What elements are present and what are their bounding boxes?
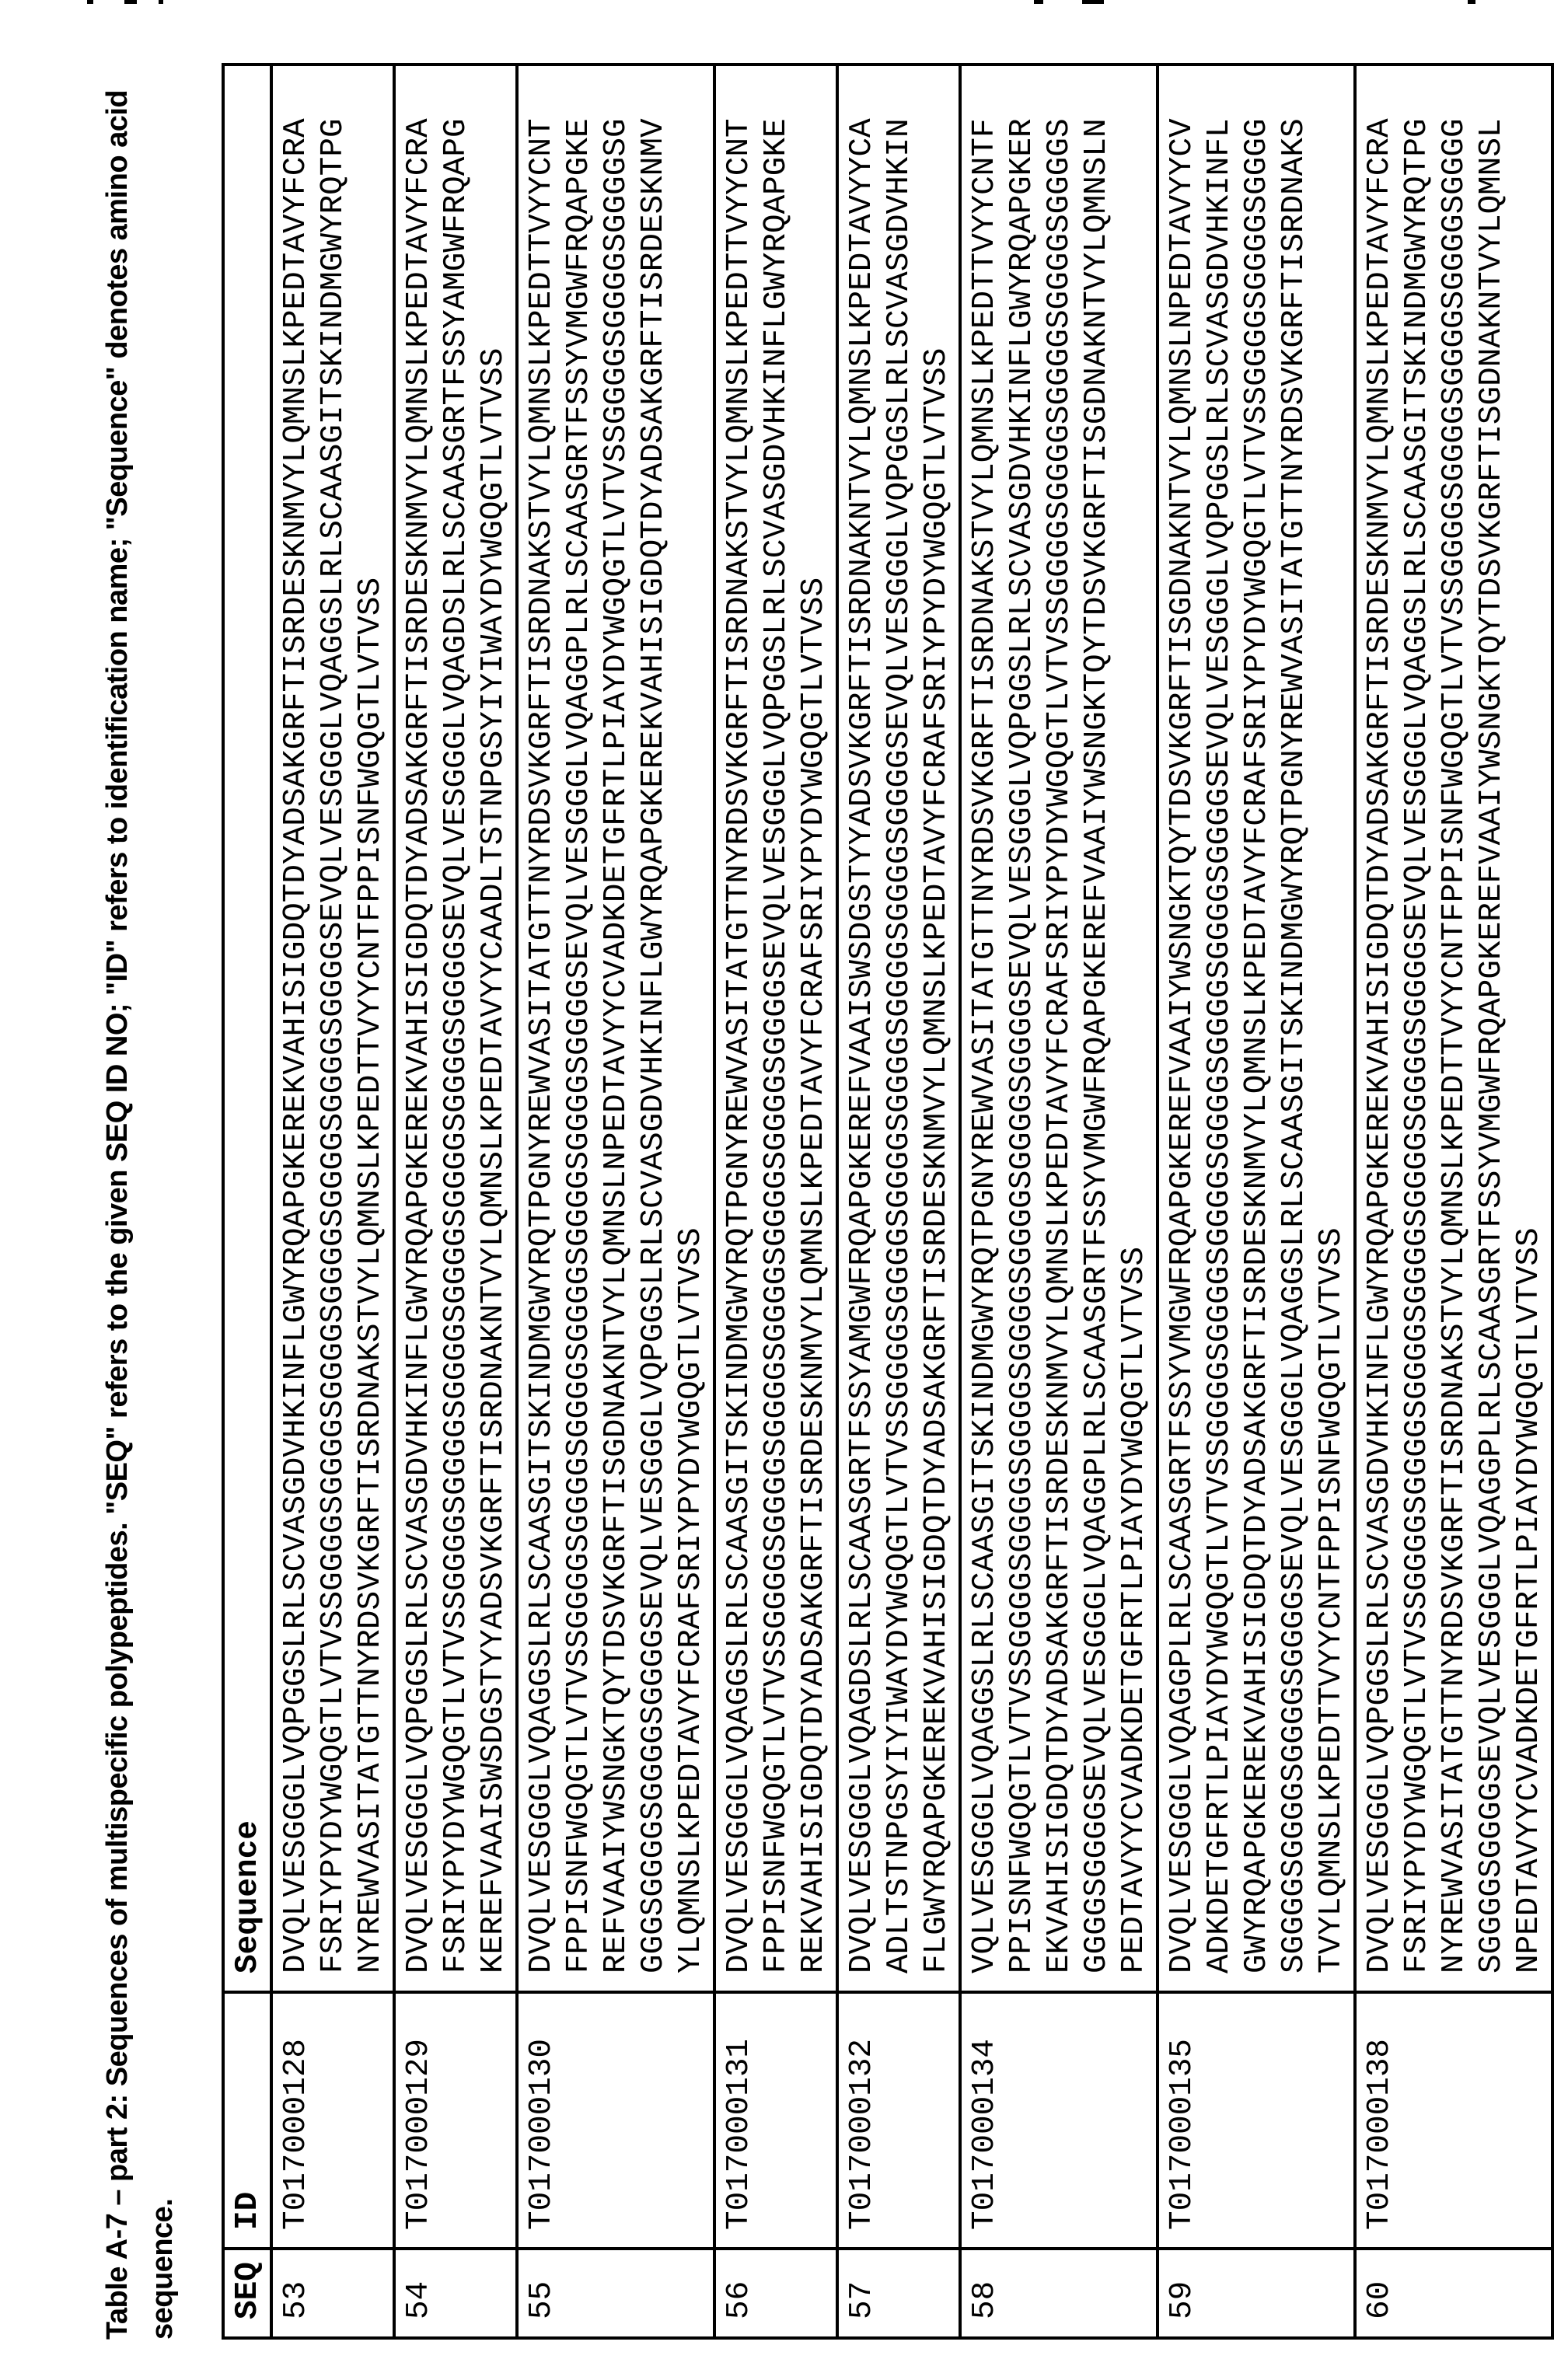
sequence-line: REFVAAIYWSNGKTQYTDSVKGRFTISGDNAKNTVYLQMNSLNPEDTAVYYCVADKDETGFRTLPIAYDYWGQGTLVTVSSGGGGSGGGGSGGGGSG bbox=[599, 118, 634, 1973]
table-caption bbox=[95, 39, 185, 2340]
seq-cell: 53 bbox=[271, 2249, 394, 2338]
scan-artifact bbox=[1082, 0, 1104, 4]
sequence-line: GWYRQAPGKEREKVAHISIGDQTDYADSAKGRFTISRDESKNMVYLQMNSLKPEDTAVYFCRAFSRIYPYDYWGQGTLVTVSSGGGGSGGGGSGGGG bbox=[1239, 118, 1275, 1973]
sequence-cell bbox=[1158, 65, 1355, 1992]
sequence-line: PPISNFWGQGTLVTVSSGGGGSGGGGSGGGGSGGGGSGGGGSGGGGSGGGGSEVQLVESGGGLVQPGGSLRLSCVASGDVHKINFLGWYRQAPGKER bbox=[1004, 118, 1040, 1973]
sequence-line: FLGWYRQAPGKEREKVAHISIGDQTDYADSAKGRFTISRDESKNMVYLQMNSLKPEDTAVYFCRAFSRIYPYDYWGQGTLVTVSS bbox=[919, 347, 955, 1973]
table-row bbox=[837, 65, 960, 2338]
header-id: ID bbox=[223, 1992, 271, 2249]
id-cell: T017000131 bbox=[714, 1992, 837, 2249]
seq-cell: 60 bbox=[1355, 2249, 1552, 2338]
table-row bbox=[394, 65, 517, 2338]
id-cell: T017000138 bbox=[1355, 1992, 1552, 2249]
seq-cell: 54 bbox=[394, 2249, 517, 2338]
id-cell: T017000130 bbox=[517, 1992, 714, 2249]
sequence-line: DVQLVESGGGLVQAGGSLRLSCAASGITSKINDMGWYRQTPGNYREWVASITATGTTNYRDSVKGRFTISRDNAKSTVYLQMNSLKPEDTTVYYCNT bbox=[524, 118, 560, 1973]
sequence-line: FPPISNFWGQGTLVTVSSGGGGSGGGGSGGGGSGGGGSGGGGSGGGGSGGGGSEVQLVESGGGLVQAGGPLRLSCAASGRTFSSYVMGWFRQAPGKE bbox=[561, 118, 597, 1973]
sequence-cell bbox=[960, 65, 1158, 1992]
seq-cell: 58 bbox=[960, 2249, 1158, 2338]
table-caption-line1: Table A-7 – part 2: Sequences of multispecific polypeptides. "SEQ" refers to the given SEQ ID NO; "ID" refers to identification name; "Sequence" denotes amino acid bbox=[101, 89, 134, 2340]
sequence-line: ADLTSTNPGSYIYIWAYDYWGQGTLVTVSSGGGGSGGGGSGGGGSGGGGSGGGGSGGGGSGGGGSEVQLVESGGGLVQPGGSLRLSCVASGDVHKIN bbox=[882, 118, 917, 1973]
scan-artifact bbox=[124, 0, 137, 4]
sequence-cell bbox=[271, 65, 394, 1992]
seq-cell: 57 bbox=[837, 2249, 960, 2338]
sequence-cell bbox=[517, 65, 714, 1992]
sequence-line: GGGGSGGGGSEVQLVESGGGLVQAGGPLRLSCAASGRTFSSYVMGWFRQAPGKEREFVAAIYWSNGKTQYTDSVKGRFTISGDNAKNTVYLQMNSLN bbox=[1079, 118, 1115, 1973]
sequence-line: DVQLVESGGGLVQAGGPLRLSCAASGRTFSSYVMGWFRQAPGKEREFVAAIYWSNGKTQYTDSVKGRFTISGDNAKNTVYLQMNSLNPEDTAVYYCV bbox=[1165, 118, 1200, 1973]
sequence-line: DVQLVESGGGLVQPGGSLRLSCVASGDVHKINFLGWYRQAPGKEREKVAHISIGDQTDYADSAKGRFTISRDESKNMVYLQMNSLKPEDTAVYFCRA bbox=[1362, 118, 1398, 1973]
sequence-line: DVQLVESGGGLVQPGGSLRLSCVASGDVHKINFLGWYRQAPGKEREKVAHISIGDQTDYADSAKGRFTISRDESKNMVYLQMNSLKPEDTAVYFCRA bbox=[401, 118, 437, 1973]
scan-artifact bbox=[1034, 0, 1043, 4]
sequence-line: VQLVESGGGLVQAGGSLRLSCAASGITSKINDMGWYRQTPGNYREWVASITATGTTNYRDSVKGRFTISRDNAKSTVYLQMNSLKPEDTTVYYCNTF bbox=[967, 118, 1003, 1973]
sequence-line: FPPISNFWGQGTLVTVSSGGGGSGGGGSGGGGSGGGGSGGGGSGGGGSGGGGSEVQLVESGGGLVQPGGSLRLSCVASGDVHKINFLGWYRQAPGKE bbox=[759, 118, 794, 1973]
id-cell: T017000129 bbox=[394, 1992, 517, 2249]
sequence-line: DVQLVESGGGLVQAGDSLRLSCAASGRTFSSYAMGWFRQAPGKEREFVAAISWSDGSTYYADSVKGRFTISRDNAKNTVYLQMNSLKPEDTAVYYCA bbox=[844, 118, 880, 1973]
sequence-line: TVYLQMNSLKPEDTTVYYCNTFPPISNFWGQGTLVTVSS bbox=[1314, 1227, 1350, 1973]
table-header-row bbox=[223, 65, 271, 2338]
id-cell: T017000135 bbox=[1158, 1992, 1355, 2249]
sequence-line: ADKDETGFRTLPIAYDYWGQGTLVTVSSGGGGSGGGGSGGGGSGGGGSGGGGSGGGGSGGGGSEVQLVESGGGLVQPGGSLRLSCVASGDVHKINFL bbox=[1202, 118, 1238, 1973]
sequence-line: KEREFVAAISWSDGSTYYADSVKGRFTISRDNAKNTVYLQMNSLKPEDTAVYYCAADLTSTNPGSYIYIWAYDYWGQGTLVTVSS bbox=[476, 347, 512, 1973]
table-row bbox=[1158, 65, 1355, 2338]
scan-artifact bbox=[87, 0, 93, 4]
header-seq: SEQ bbox=[223, 2249, 271, 2338]
sequence-table bbox=[222, 63, 1554, 2340]
seq-cell: 55 bbox=[517, 2249, 714, 2338]
sequence-line: NYREWVASITATGTTNYRDSVKGRFTISRDNAKSTVYLQMNSLKPEDTTVYYCNTFPPISNFWGQGTLVTVSSGGGGSGGGGSGGGGSGGGGSGGGG bbox=[1437, 118, 1472, 1973]
sequence-line: REKVAHISIGDQTDYADSAKGRFTISRDESKNMVYLQMNSLKPEDTAVYFCRAFSRIYPYDYWGQGTLVTVSS bbox=[796, 577, 832, 1973]
id-cell: T017000128 bbox=[271, 1992, 394, 2249]
sequence-line: EKVAHISIGDQTDYADSAKGRFTISRDESKNMVYLQMNSLKPEDTAVYFCRAFSRIYPYDYWGQGTLVTVSSGGGGSGGGGSGGGGSGGGGSGGGGS bbox=[1042, 118, 1077, 1973]
sequence-line: GGGSGGGGSGGGGSGGGGSEVQLVESGGGLVQPGGSLRLSCVASGDVHKINFLGWYRQAPGKEREKVAHISIGDQTDYADSAKGRFTISRDESKNMV bbox=[636, 118, 672, 1973]
sequence-line: PEDTAVYYCVADKDETGFRTLPIAYDYWGQGTLVTVSS bbox=[1116, 1247, 1152, 1973]
sequence-line: YLQMNSLKPEDTAVYFCRAFSRIYPYDYWGQGTLVTVSS bbox=[673, 1227, 709, 1973]
sequence-line: DVQLVESGGGLVQAGGSLRLSCAASGITSKINDMGWYRQTPGNYREWVASITATGTTNYRDSVKGRFTISRDNAKSTVYLQMNSLKPEDTTVYYCNT bbox=[721, 118, 757, 1973]
seq-cell: 59 bbox=[1158, 2249, 1355, 2338]
table-row bbox=[271, 65, 394, 2338]
sequence-cell bbox=[1355, 65, 1552, 1992]
sequence-line: FSRIYPYDYWGQGTLVTVSSGGGGSGGGGSGGGGSGGGGSGGGGSGGGGSGGGGSEVQLVESGGGLVQAGDSLRLSCAASGRTFSSYAMGWFRQAPG bbox=[438, 118, 474, 1973]
sequence-line: DVQLVESGGGLVQPGGSLRLSCVASGDVHKINFLGWYRQAPGKEREKVAHISIGDQTDYADSAKGRFTISRDESKNMVYLQMNSLKPEDTAVYFCRA bbox=[278, 118, 314, 1973]
sequence-line: NPEDTAVYYCVADKDETGFRTLPIAYDYWGQGTLVTVSS bbox=[1511, 1227, 1547, 1973]
scan-artifact bbox=[1468, 0, 1475, 4]
id-cell: T017000134 bbox=[960, 1992, 1158, 2249]
table-row bbox=[517, 65, 714, 2338]
seq-cell: 56 bbox=[714, 2249, 837, 2338]
sequence-line: SGGGGSGGGGSGGGGSGGGGSEVQLVESGGGLVQAGGSLRLSCAASGITSKINDMGWYRQTPGNYREWVASITATGTTNYRDSVKGRFTISRDNAKS bbox=[1276, 118, 1312, 1973]
sequence-line: FSRIYPYDYWGQGTLVTVSSGGGGSGGGGSGGGGSGGGGSGGGGSGGGGSGGGGSEVQLVESGGGLVQAGGSLRLSCAASGITSKINDMGWYRQTPG bbox=[316, 118, 351, 1973]
table-row bbox=[960, 65, 1158, 2338]
sequence-cell bbox=[714, 65, 837, 1992]
sequence-cell bbox=[394, 65, 517, 1992]
sequence-line: FSRIYPYDYWGQGTLVTVSSGGGGSGGGGSGGGGSGGGGSGGGGSGGGGSGGGGSEVQLVESGGGLVQAGGSLRLSCAASGITSKINDMGWYRQTPG bbox=[1399, 118, 1435, 1973]
id-cell: T017000132 bbox=[837, 1992, 960, 2249]
table-row bbox=[1355, 65, 1552, 2338]
sequence-cell bbox=[837, 65, 960, 1992]
sequence-line: NYREWVASITATGTTNYRDSVKGRFTISRDNAKSTVYLQMNSLKPEDTTVYYCNTFPPISNFWGQGTLVTVSS bbox=[353, 577, 389, 1973]
scan-artifact bbox=[159, 0, 163, 4]
table-caption-line2: sequence. bbox=[146, 2198, 179, 2340]
header-sequence: Sequence bbox=[223, 65, 271, 1992]
sequence-line: SGGGGSGGGGSEVQLVESGGGLVQAGGPLRLSCAASGRTFSSYVMGWFRQAPGKEREFVAAIYWSNGKTQYTDSVKGRFTISGDNAKNTVYLQMNSL bbox=[1474, 118, 1510, 1973]
table-row bbox=[714, 65, 837, 2338]
